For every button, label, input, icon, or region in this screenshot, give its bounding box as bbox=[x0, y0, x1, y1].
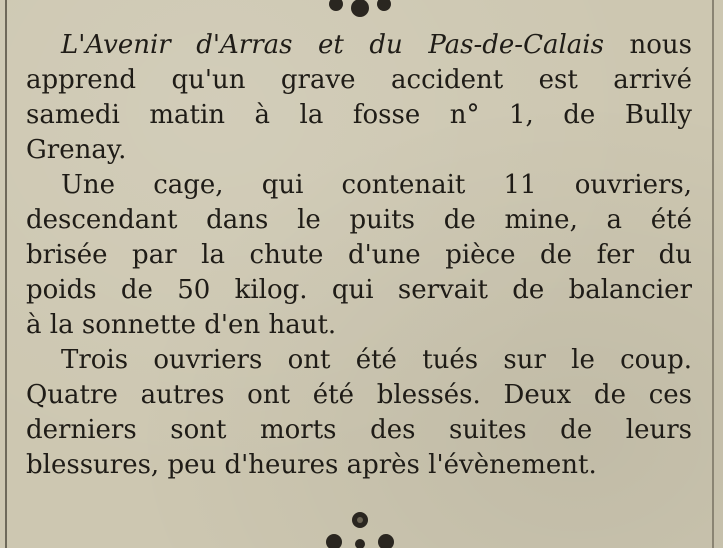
text-line: Une cage, qui contenait 11 ouvriers, bbox=[61, 170, 692, 200]
ornament-top-icon bbox=[300, 0, 420, 14]
text-line: à la sonnette d'en haut. bbox=[26, 310, 337, 340]
text-line: samedi matin à la fosse n° 1, de Bully bbox=[26, 100, 692, 130]
text-line: apprend qu'un grave accident est arrivé bbox=[26, 65, 692, 95]
text-line: Quatre autres ont été blessés. Deux de ces bbox=[26, 380, 692, 410]
text-line: brisée par la chute d'une pièce de fer du bbox=[26, 240, 692, 270]
column-rule-left bbox=[5, 0, 7, 548]
text-line: Trois ouvriers ont été tués sur le coup. bbox=[61, 345, 692, 375]
text-line bbox=[26, 28, 692, 63]
text-line: derniers sont morts des suites de leurs bbox=[26, 415, 692, 445]
text-line: Grenay. bbox=[26, 135, 127, 165]
newspaper-title: L'Avenir d'Arras et du Pas-de-Calais bbox=[61, 30, 604, 60]
paragraph-2 bbox=[26, 168, 692, 343]
paragraph-3 bbox=[26, 343, 692, 483]
text-fragment: nous bbox=[629, 30, 692, 60]
ornament-bottom-icon bbox=[300, 508, 420, 538]
article-body bbox=[26, 28, 692, 483]
text-line: poids de 50 kilog. qui servait de balancier bbox=[26, 275, 692, 305]
text-line: blessures, peu d'heures après l'évènement. bbox=[26, 450, 597, 480]
column-rule-right bbox=[712, 0, 714, 548]
text-line: descendant dans le puits de mine, a été bbox=[26, 205, 692, 235]
paragraph-1 bbox=[26, 28, 692, 168]
